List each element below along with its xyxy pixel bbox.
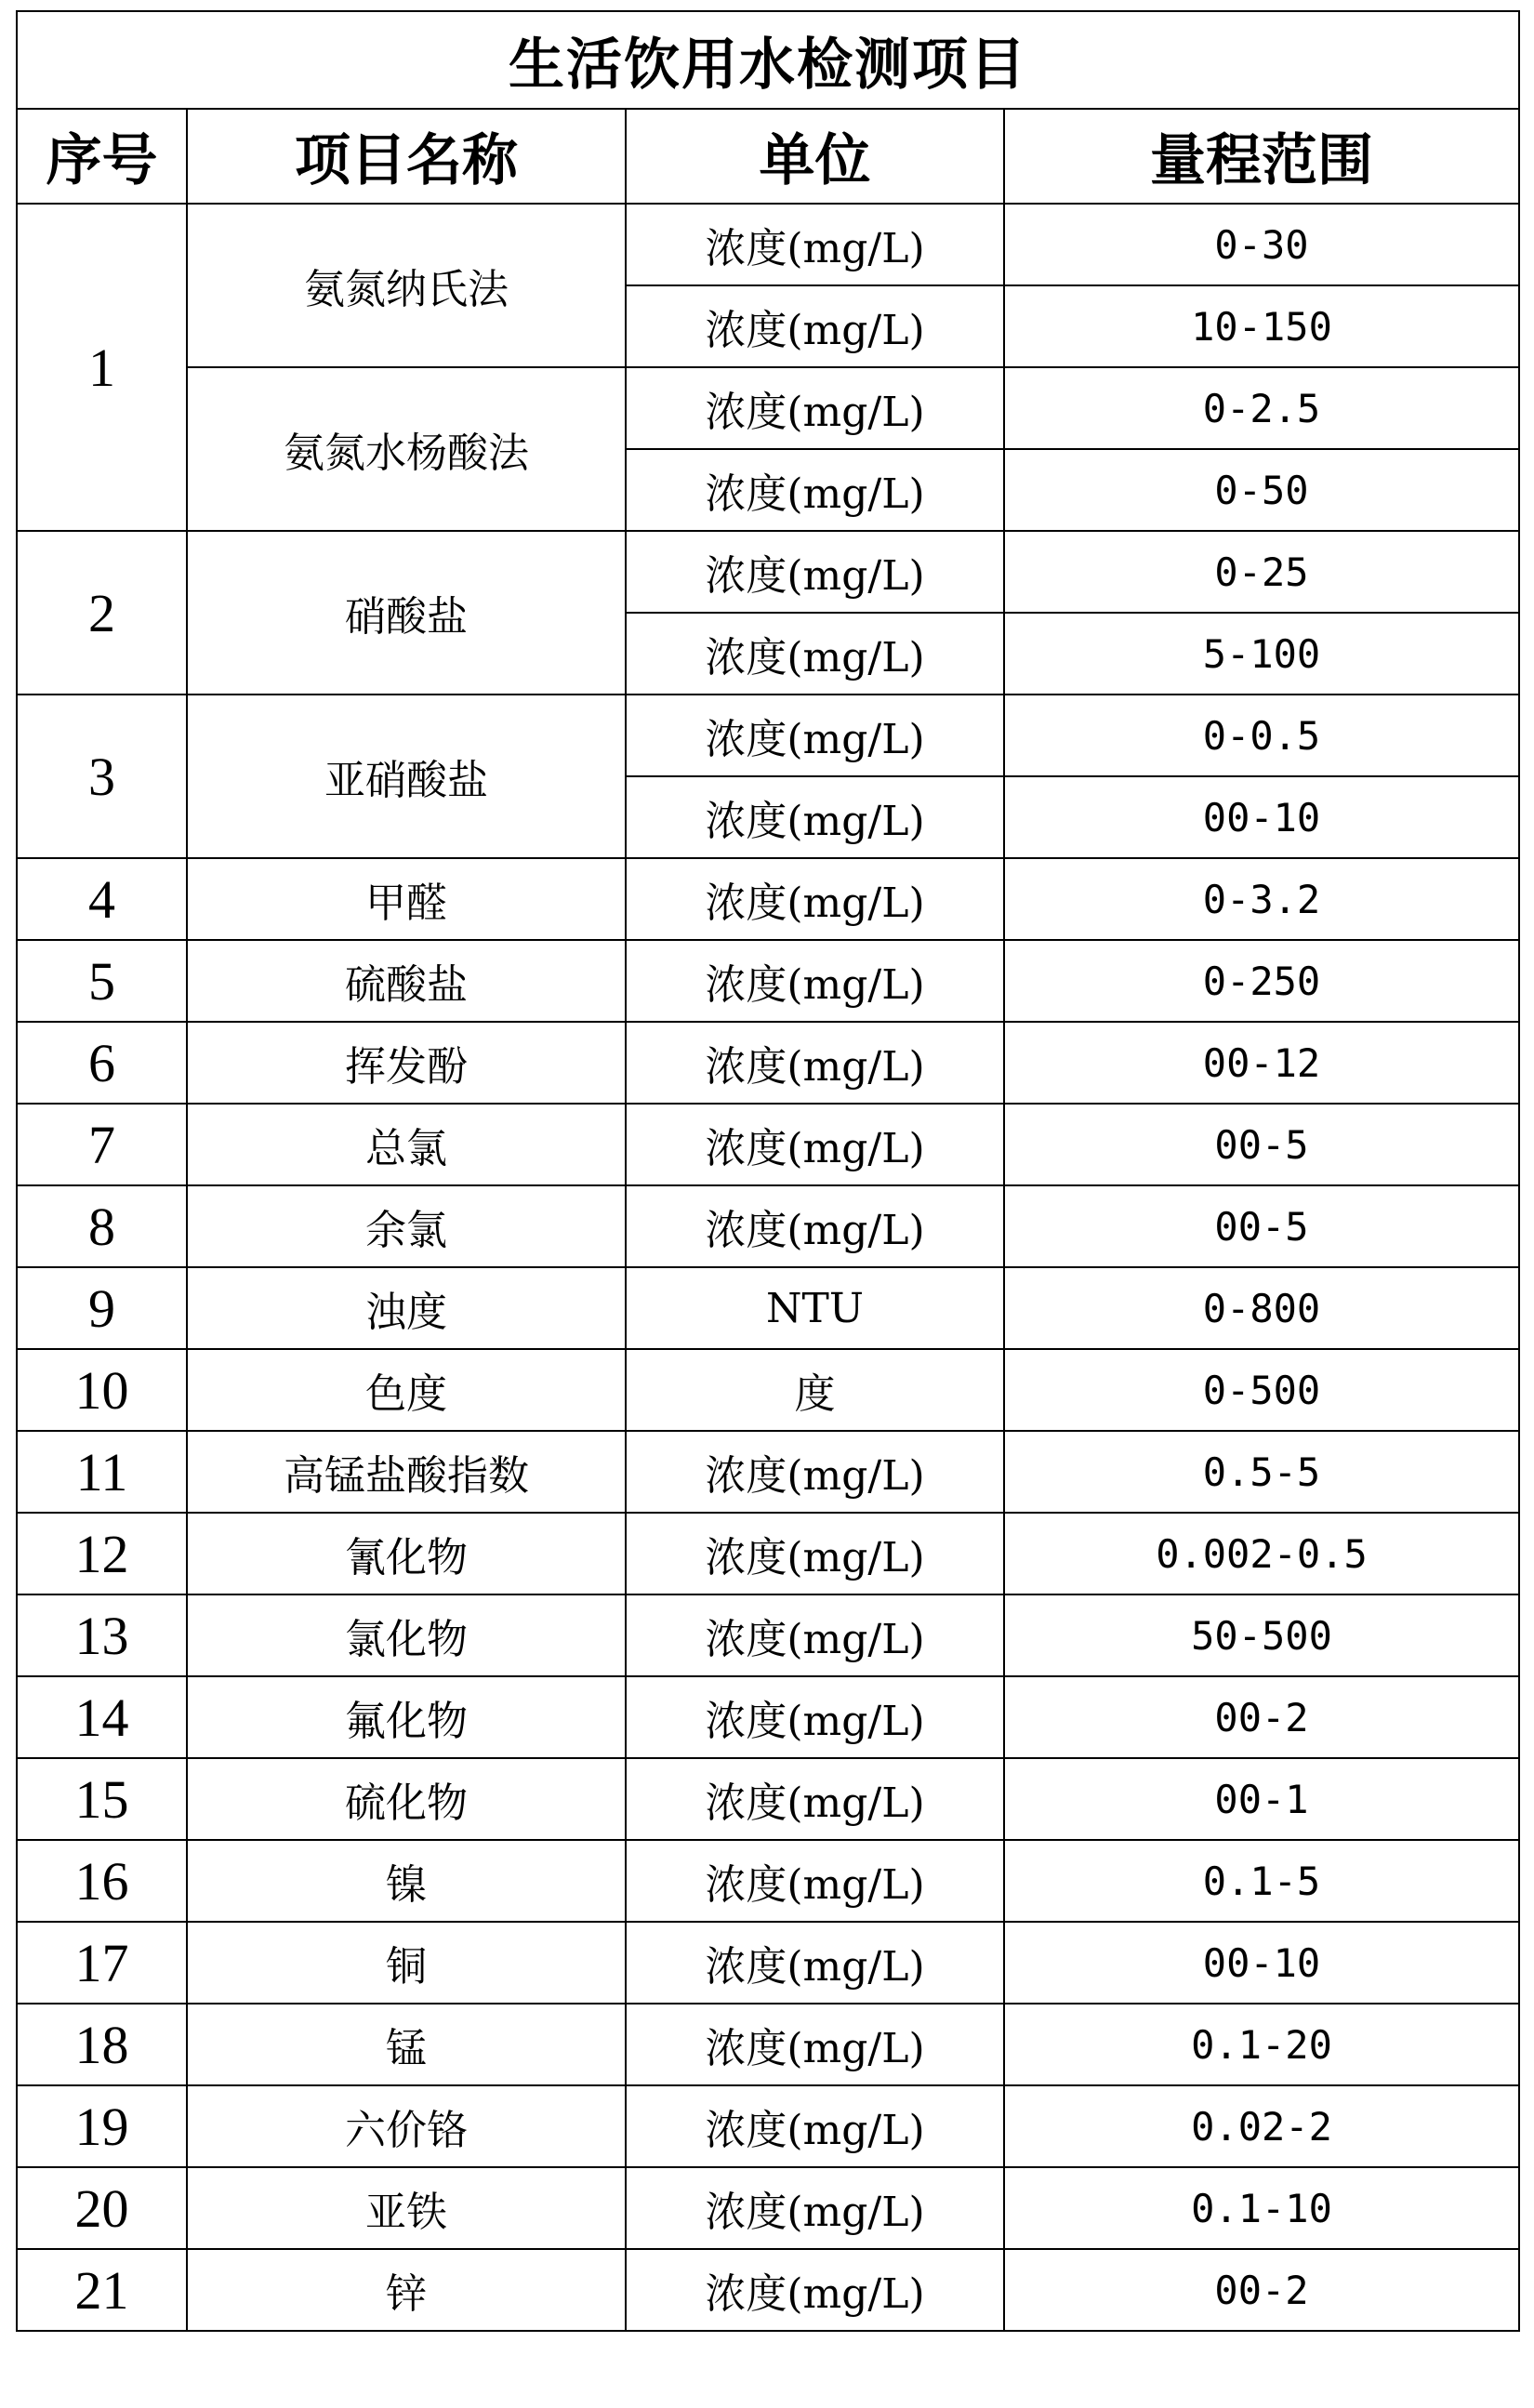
row-name: 甲醛 [187,858,626,940]
row-range: 0-3.2 [1004,858,1519,940]
row-seq: 12 [17,1513,187,1594]
row-unit: 浓度(mg/L) [626,1840,1004,1922]
row-unit: 浓度(mg/L) [626,2249,1004,2331]
table-row [17,2249,1519,2331]
row-name: 锰 [187,2004,626,2085]
row-name: 浊度 [187,1267,626,1349]
row-range: 00-2 [1004,2249,1519,2331]
row-seq: 19 [17,2085,187,2167]
row-seq: 13 [17,1594,187,1676]
row-range: 0.1-5 [1004,1840,1519,1922]
row-seq: 5 [17,940,187,1022]
table-row [17,367,1519,449]
row-seq: 7 [17,1104,187,1185]
header-seq: 序号 [17,109,187,204]
row-name: 余氯 [187,1185,626,1267]
table-row [17,1104,1519,1185]
row-unit: 浓度(mg/L) [626,285,1004,367]
row-name: 亚铁 [187,2167,626,2249]
row-unit: NTU [626,1267,1004,1349]
table-row [17,2167,1519,2249]
row-name: 锌 [187,2249,626,2331]
row-range: 0-500 [1004,1349,1519,1431]
row-seq: 11 [17,1431,187,1513]
row-unit: 浓度(mg/L) [626,1758,1004,1840]
row-range: 0-0.5 [1004,695,1519,776]
row-unit: 浓度(mg/L) [626,1922,1004,2004]
row-range: 0.02-2 [1004,2085,1519,2167]
row-range: 0-800 [1004,1267,1519,1349]
row-unit: 浓度(mg/L) [626,1022,1004,1104]
row-unit: 浓度(mg/L) [626,2004,1004,2085]
row-name: 氨氮水杨酸法 [187,367,626,531]
table-row [17,2085,1519,2167]
row-unit: 浓度(mg/L) [626,449,1004,531]
row-unit: 浓度(mg/L) [626,367,1004,449]
row-seq: 6 [17,1022,187,1104]
row-range: 00-5 [1004,1104,1519,1185]
row-range: 00-1 [1004,1758,1519,1840]
row-unit: 浓度(mg/L) [626,204,1004,285]
table-row [17,940,1519,1022]
row-seq: 20 [17,2167,187,2249]
row-unit: 浓度(mg/L) [626,1676,1004,1758]
row-seq: 18 [17,2004,187,2085]
title-row [17,11,1519,109]
row-unit: 浓度(mg/L) [626,858,1004,940]
table-row [17,531,1519,613]
table-row [17,1922,1519,2004]
row-seq: 16 [17,1840,187,1922]
table-row [17,695,1519,776]
row-unit: 浓度(mg/L) [626,613,1004,695]
row-seq: 10 [17,1349,187,1431]
row-seq: 1 [17,204,187,531]
row-seq: 14 [17,1676,187,1758]
table-row [17,1022,1519,1104]
row-seq: 21 [17,2249,187,2331]
row-range: 0-25 [1004,531,1519,613]
table-row [17,1185,1519,1267]
row-seq: 15 [17,1758,187,1840]
table-row [17,858,1519,940]
header-row [17,109,1519,204]
row-name: 硫酸盐 [187,940,626,1022]
row-range: 0-30 [1004,204,1519,285]
row-seq: 8 [17,1185,187,1267]
row-range: 0.5-5 [1004,1431,1519,1513]
row-name: 镍 [187,1840,626,1922]
row-name: 挥发酚 [187,1022,626,1104]
table-row [17,204,1519,285]
row-unit: 浓度(mg/L) [626,940,1004,1022]
row-unit: 浓度(mg/L) [626,1594,1004,1676]
header-name: 项目名称 [187,109,626,204]
table-row [17,1349,1519,1431]
row-unit: 浓度(mg/L) [626,1104,1004,1185]
row-range: 10-150 [1004,285,1519,367]
row-name: 氯化物 [187,1594,626,1676]
row-name: 硫化物 [187,1758,626,1840]
row-range: 00-10 [1004,776,1519,858]
row-seq: 17 [17,1922,187,2004]
row-unit: 浓度(mg/L) [626,776,1004,858]
row-seq: 4 [17,858,187,940]
row-name: 氨氮纳氏法 [187,204,626,367]
row-range: 0.1-20 [1004,2004,1519,2085]
row-range: 0-50 [1004,449,1519,531]
row-range: 0.1-10 [1004,2167,1519,2249]
row-name: 色度 [187,1349,626,1431]
row-name: 亚硝酸盐 [187,695,626,858]
row-range: 00-2 [1004,1676,1519,1758]
table-row [17,1840,1519,1922]
row-unit: 浓度(mg/L) [626,531,1004,613]
header-range: 量程范围 [1004,109,1519,204]
row-seq: 3 [17,695,187,858]
row-range: 0-250 [1004,940,1519,1022]
table-title: 生活饮用水检测项目 [17,11,1519,109]
table-row [17,1758,1519,1840]
row-name: 氰化物 [187,1513,626,1594]
row-name: 硝酸盐 [187,531,626,695]
row-range: 00-5 [1004,1185,1519,1267]
row-range: 0.002-0.5 [1004,1513,1519,1594]
header-unit: 单位 [626,109,1004,204]
row-range: 5-100 [1004,613,1519,695]
row-unit: 浓度(mg/L) [626,695,1004,776]
table-row [17,2004,1519,2085]
row-unit: 浓度(mg/L) [626,2167,1004,2249]
row-seq: 2 [17,531,187,695]
table-row [17,1431,1519,1513]
row-name: 铜 [187,1922,626,2004]
row-range: 0-2.5 [1004,367,1519,449]
row-unit: 浓度(mg/L) [626,2085,1004,2167]
row-seq: 9 [17,1267,187,1349]
row-name: 高锰盐酸指数 [187,1431,626,1513]
table-row [17,1267,1519,1349]
row-unit: 浓度(mg/L) [626,1431,1004,1513]
row-range: 00-12 [1004,1022,1519,1104]
water-testing-table [16,10,1520,2332]
row-unit: 度 [626,1349,1004,1431]
table-row [17,1594,1519,1676]
table-row [17,1513,1519,1594]
row-unit: 浓度(mg/L) [626,1185,1004,1267]
row-range: 50-500 [1004,1594,1519,1676]
table-row [17,1676,1519,1758]
row-name: 氟化物 [187,1676,626,1758]
row-name: 六价铬 [187,2085,626,2167]
row-name: 总氯 [187,1104,626,1185]
row-range: 00-10 [1004,1922,1519,2004]
row-unit: 浓度(mg/L) [626,1513,1004,1594]
